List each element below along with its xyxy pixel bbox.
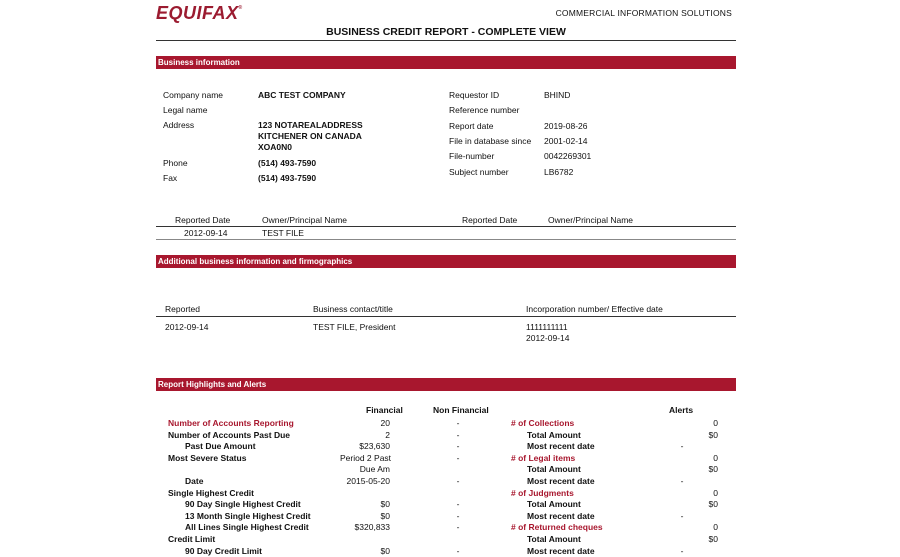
label-company-name: Company name bbox=[163, 90, 224, 100]
alert-label: # of Legal items bbox=[511, 452, 576, 463]
highlight-financial-value: Due Am bbox=[359, 464, 390, 475]
highlight-left-label: Single Highest Credit bbox=[168, 487, 254, 498]
alert-value: 0 bbox=[713, 418, 718, 428]
registered-mark: ® bbox=[238, 5, 243, 11]
alert-value: 0 bbox=[713, 487, 718, 498]
highlight-nonfinancial-value: - bbox=[456, 545, 460, 556]
highlights-col-non-financial: Non Financial bbox=[433, 405, 489, 415]
alert-label: Total Amount bbox=[527, 534, 581, 544]
highlight-left-label: Most Severe Status bbox=[168, 452, 247, 463]
highlight-financial-value: Period 2 Past bbox=[340, 452, 392, 463]
additional-col-reported: Reported bbox=[165, 304, 200, 314]
highlight-left-label: Number of Accounts Reporting bbox=[168, 418, 294, 428]
label-file-number: File-number bbox=[449, 151, 495, 161]
highlight-nonfinancial-value: - bbox=[456, 418, 460, 428]
alert-value: 0 bbox=[713, 522, 718, 533]
value-address-line3: XOA0N0 bbox=[258, 142, 293, 152]
equifax-logo: EQUIFAX® bbox=[156, 3, 243, 23]
owners-col-owner-1: Owner/Principal Name bbox=[262, 215, 348, 225]
owners-row-name: TEST FILE bbox=[262, 228, 304, 238]
highlight-nonfinancial-value: - bbox=[456, 499, 460, 510]
value-company-name: ABC TEST COMPANY bbox=[258, 90, 346, 100]
additional-row-incorp-number: 1111111111 bbox=[526, 322, 568, 332]
highlight-financial-value: $320,833 bbox=[354, 522, 390, 533]
label-report-date: Report date bbox=[449, 121, 494, 131]
additional-row-incorp-date: 2012-09-14 bbox=[526, 333, 570, 343]
alert-dash: - bbox=[680, 545, 684, 556]
alert-label: Most recent date bbox=[527, 441, 595, 452]
highlight-financial-value: $0 bbox=[380, 510, 390, 521]
value-subject-number: LB6782 bbox=[544, 167, 574, 177]
alert-label: Total Amount bbox=[527, 499, 581, 510]
alert-label: Most recent date bbox=[527, 510, 595, 521]
owners-col-reported-date-1: Reported Date bbox=[175, 215, 231, 225]
highlight-financial-value: $0 bbox=[380, 545, 390, 556]
owners-row-rule bbox=[156, 239, 736, 240]
owners-col-owner-2: Owner/Principal Name bbox=[548, 215, 634, 225]
division-name: COMMERCIAL INFORMATION SOLUTIONS bbox=[555, 8, 732, 18]
label-requestor-id: Requestor ID bbox=[449, 90, 500, 100]
alert-label: Total Amount bbox=[527, 464, 581, 475]
highlight-nonfinancial-value: - bbox=[456, 452, 460, 463]
alert-label: Most recent date bbox=[527, 545, 595, 556]
label-file-in-database: File in database since bbox=[449, 136, 532, 146]
highlight-left-label: All Lines Single Highest Credit bbox=[185, 522, 309, 533]
highlight-left-label: Past Due Amount bbox=[185, 441, 256, 452]
highlight-nonfinancial-value: - bbox=[456, 510, 460, 521]
highlight-left-label: Date bbox=[185, 476, 204, 486]
value-address-line2: KITCHENER ON CANADA bbox=[258, 131, 362, 141]
title-divider bbox=[156, 40, 736, 41]
owners-header-rule bbox=[156, 226, 736, 227]
section-additional-info: Additional business information and firmographics bbox=[156, 255, 736, 268]
label-phone: Phone bbox=[163, 158, 188, 168]
label-fax: Fax bbox=[163, 173, 178, 183]
label-address: Address bbox=[163, 120, 195, 130]
label-reference-number: Reference number bbox=[449, 105, 520, 115]
highlight-nonfinancial-value: - bbox=[456, 441, 460, 452]
additional-col-contact: Business contact/title bbox=[313, 304, 393, 314]
alert-value: $0 bbox=[708, 429, 718, 440]
highlight-nonfinancial-value: - bbox=[456, 522, 460, 533]
alert-label: # of Collections bbox=[511, 418, 575, 428]
highlight-left-label: Number of Accounts Past Due bbox=[168, 429, 291, 440]
highlight-left-label: 13 Month Single Highest Credit bbox=[185, 510, 311, 521]
alert-dash: - bbox=[680, 476, 684, 486]
highlights-col-financial: Financial bbox=[366, 405, 403, 415]
section-business-info: Business information bbox=[156, 56, 736, 69]
additional-row-contact: TEST FILE, President bbox=[313, 322, 396, 332]
alert-value: 0 bbox=[713, 452, 718, 463]
label-subject-number: Subject number bbox=[449, 167, 509, 177]
additional-col-incorporation: Incorporation number/ Effective date bbox=[526, 304, 663, 314]
alert-value: $0 bbox=[708, 534, 718, 544]
alert-dash: - bbox=[680, 510, 684, 521]
value-address-line1: 123 NOTAREALADDRESS bbox=[258, 120, 363, 130]
alert-dash: - bbox=[680, 441, 684, 452]
alert-label: Total Amount bbox=[527, 429, 581, 440]
alert-label: Most recent date bbox=[527, 476, 595, 486]
owners-row-date: 2012-09-14 bbox=[184, 228, 228, 238]
value-fax: (514) 493-7590 bbox=[258, 173, 317, 183]
highlight-financial-value: $0 bbox=[380, 499, 390, 510]
alert-label: # of Judgments bbox=[511, 487, 574, 498]
alert-label: # of Returned cheques bbox=[511, 522, 603, 533]
value-requestor-id: BHIND bbox=[544, 90, 571, 100]
label-legal-name: Legal name bbox=[163, 105, 208, 115]
highlight-nonfinancial-value: - bbox=[456, 429, 460, 440]
value-report-date: 2019-08-26 bbox=[544, 121, 588, 131]
alert-value: $0 bbox=[708, 464, 718, 475]
additional-row-reported: 2012-09-14 bbox=[165, 322, 209, 332]
value-file-in-database: 2001-02-14 bbox=[544, 136, 588, 146]
highlights-col-alerts: Alerts bbox=[669, 405, 694, 415]
highlight-financial-value: $23,630 bbox=[359, 441, 390, 452]
highlight-financial-value: 2 bbox=[385, 429, 390, 440]
alert-value: $0 bbox=[708, 499, 718, 510]
owners-col-reported-date-2: Reported Date bbox=[462, 215, 518, 225]
highlight-financial-value: 20 bbox=[380, 418, 390, 428]
highlight-left-label: 90 Day Single Highest Credit bbox=[185, 499, 301, 510]
value-file-number: 0042269301 bbox=[544, 151, 592, 161]
highlight-left-label: Credit Limit bbox=[168, 534, 216, 544]
value-phone: (514) 493-7590 bbox=[258, 158, 317, 168]
report-title: BUSINESS CREDIT REPORT - COMPLETE VIEW bbox=[326, 26, 566, 38]
section-highlights: Report Highlights and Alerts bbox=[156, 378, 736, 391]
highlight-financial-value: 2015-05-20 bbox=[346, 476, 390, 486]
highlight-left-label: 90 Day Credit Limit bbox=[185, 545, 262, 556]
additional-header-rule bbox=[156, 316, 736, 317]
highlight-nonfinancial-value: - bbox=[456, 476, 460, 486]
